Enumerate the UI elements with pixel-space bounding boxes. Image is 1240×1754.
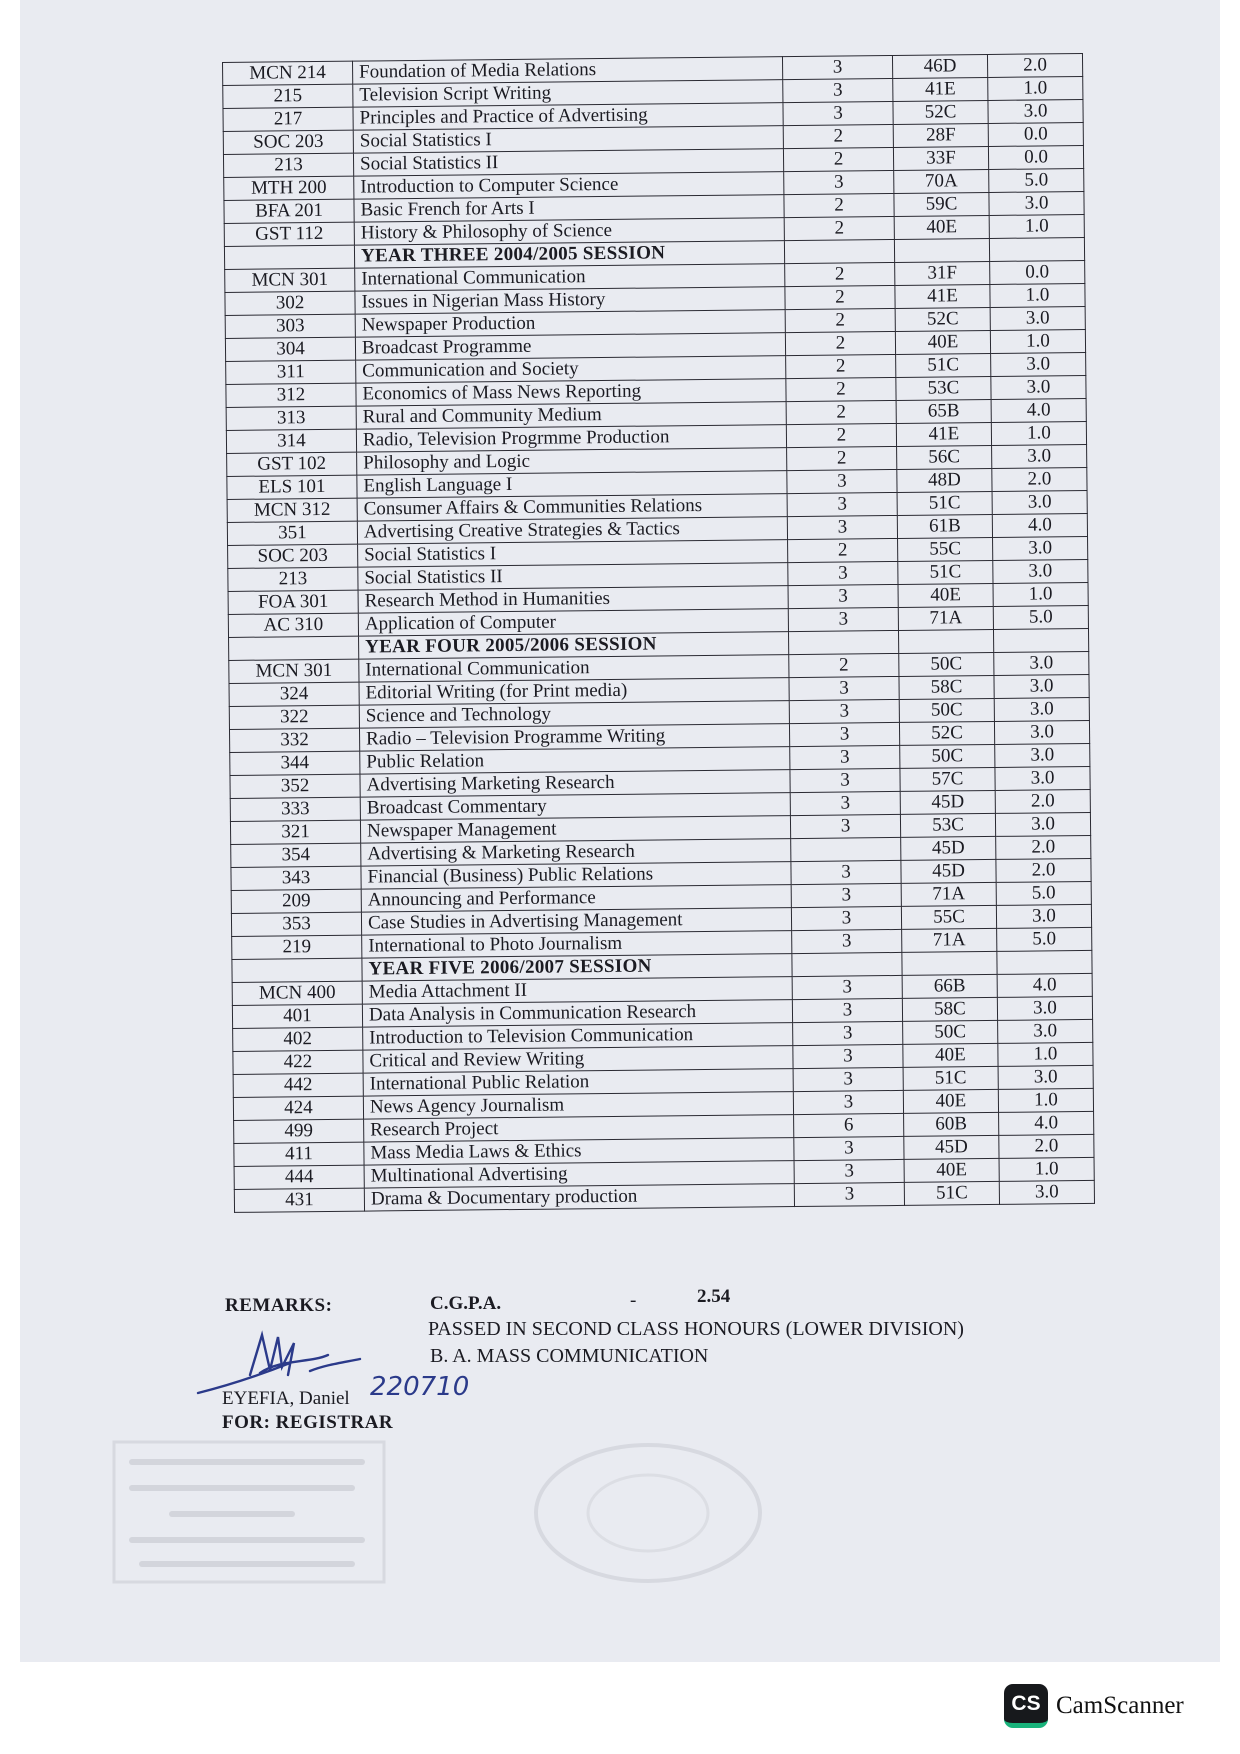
course-title: International Public Relation xyxy=(363,1069,793,1097)
credit-unit: 3 xyxy=(787,492,897,516)
credit-unit: 3 xyxy=(788,561,898,585)
course-code: 353 xyxy=(231,912,361,936)
course-code: BFA 201 xyxy=(224,199,354,223)
grade-point: 4.0 xyxy=(997,973,1092,997)
course-title: Critical and Review Writing xyxy=(363,1046,793,1074)
credit-unit: 3 xyxy=(783,78,893,102)
faded-stamp-left xyxy=(112,1440,392,1590)
faded-stamp-right xyxy=(528,1438,768,1588)
course-code xyxy=(229,636,359,660)
grade-point: 0.0 xyxy=(988,145,1083,169)
credit-unit: 3 xyxy=(793,1044,903,1068)
score-grade: 66B xyxy=(902,974,997,998)
score-grade: 45D xyxy=(901,836,996,860)
credit-unit: 3 xyxy=(794,1182,904,1206)
course-title: Data Analysis in Communication Research xyxy=(362,1000,792,1028)
credit-unit: 3 xyxy=(789,722,899,746)
course-title: Advertising Marketing Research xyxy=(360,770,790,798)
credit-unit: 2 xyxy=(784,193,894,217)
course-title: Television Script Writing xyxy=(353,80,783,108)
grade-point: 5.0 xyxy=(993,605,1088,629)
class-of-degree: PASSED IN SECOND CLASS HONOURS (LOWER DIVISION) xyxy=(428,1318,964,1340)
course-code xyxy=(224,245,354,269)
grade-point: 1.0 xyxy=(999,1157,1094,1181)
score-grade: 41E xyxy=(895,284,990,308)
course-code: 354 xyxy=(231,843,361,867)
credit-unit: 3 xyxy=(791,883,901,907)
grade-point: 2.0 xyxy=(992,467,1087,491)
credit-unit xyxy=(791,837,901,861)
credit-unit: 3 xyxy=(793,1067,903,1091)
credit-unit: 3 xyxy=(789,699,899,723)
credit-unit: 3 xyxy=(789,676,899,700)
score-grade: 58C xyxy=(899,675,994,699)
credit-unit: 3 xyxy=(790,814,900,838)
grade-point: 2.0 xyxy=(996,858,1091,882)
credit-unit: 6 xyxy=(794,1113,904,1137)
grade-point: 1.0 xyxy=(998,1088,1093,1112)
course-code: 213 xyxy=(228,567,358,591)
course-code: 217 xyxy=(223,107,353,131)
grade-point: 5.0 xyxy=(997,927,1092,951)
course-code: GST 102 xyxy=(227,452,357,476)
score-grade: 55C xyxy=(901,905,996,929)
grade-point xyxy=(993,628,1088,652)
course-title: Radio, Television Progrmme Production xyxy=(356,425,786,453)
grade-point xyxy=(997,950,1092,974)
course-title: Broadcast Programme xyxy=(355,333,785,361)
course-title: International Communication xyxy=(355,264,785,292)
course-code: MCN 312 xyxy=(227,498,357,522)
cgpa-dash: - xyxy=(630,1290,637,1311)
score-grade: 40E xyxy=(903,1043,998,1067)
course-code: 321 xyxy=(230,820,360,844)
score-grade: 61B xyxy=(897,514,992,538)
credit-unit: 3 xyxy=(788,584,898,608)
course-title: Research Project xyxy=(364,1115,794,1143)
score-grade: 40E xyxy=(894,215,989,239)
grade-point: 4.0 xyxy=(992,513,1087,537)
grade-point xyxy=(989,237,1084,261)
course-code: 209 xyxy=(231,889,361,913)
course-title: Social Statistics I xyxy=(353,126,783,154)
grade-point: 3.0 xyxy=(994,720,1089,744)
grade-point: 3.0 xyxy=(997,996,1092,1020)
score-grade: 53C xyxy=(896,376,991,400)
score-grade: 46D xyxy=(892,54,987,78)
credit-unit: 3 xyxy=(793,1090,903,1114)
score-grade: 65B xyxy=(896,399,991,423)
grade-point: 3.0 xyxy=(990,306,1085,330)
session-title: YEAR THREE 2004/2005 SESSION xyxy=(354,241,784,269)
course-title: Drama & Documentary production xyxy=(364,1184,794,1212)
score-grade: 52C xyxy=(899,721,994,745)
credit-unit: 3 xyxy=(784,170,894,194)
grade-point: 3.0 xyxy=(992,490,1087,514)
score-grade: 56C xyxy=(897,445,992,469)
grade-point: 3.0 xyxy=(996,904,1091,928)
course-title: Social Statistics II xyxy=(353,149,783,177)
course-code: 411 xyxy=(234,1142,364,1166)
grade-point: 3.0 xyxy=(999,1180,1094,1204)
course-title: Social Statistics I xyxy=(358,540,788,568)
score-grade: 40E xyxy=(903,1089,998,1113)
course-code: 431 xyxy=(234,1188,364,1212)
credit-unit xyxy=(792,952,902,976)
credit-unit: 2 xyxy=(787,446,897,470)
course-code: 219 xyxy=(232,935,362,959)
grade-point: 1.0 xyxy=(998,1042,1093,1066)
score-grade: 71A xyxy=(902,928,997,952)
course-code: 402 xyxy=(233,1027,363,1051)
score-grade: 45D xyxy=(900,790,995,814)
course-title: Media Attachment II xyxy=(362,977,792,1005)
camscanner-watermark: CamScanner xyxy=(1056,1692,1184,1719)
grade-point: 3.0 xyxy=(989,191,1084,215)
credit-unit: 3 xyxy=(792,998,902,1022)
course-code: 344 xyxy=(230,751,360,775)
course-title: Foundation of Media Relations xyxy=(352,57,782,85)
cgpa-label: C.G.P.A. xyxy=(430,1293,502,1314)
course-title: Principles and Practice of Advertising xyxy=(353,103,783,131)
course-title: Financial (Business) Public Relations xyxy=(361,862,791,890)
course-title: Broadcast Commentary xyxy=(360,793,790,821)
remarks-label: REMARKS: xyxy=(225,1295,333,1316)
course-title: Editorial Writing (for Print media) xyxy=(359,678,789,706)
grade-point: 2.0 xyxy=(999,1134,1094,1158)
course-code: 215 xyxy=(223,84,353,108)
course-title: Research Method in Humanities xyxy=(358,586,788,614)
credit-unit: 3 xyxy=(791,906,901,930)
course-title: Mass Media Laws & Ethics xyxy=(364,1138,794,1166)
score-grade: 50C xyxy=(900,744,995,768)
degree-title: B. A. MASS COMMUNICATION xyxy=(430,1345,709,1367)
grade-point: 3.0 xyxy=(988,99,1083,123)
course-title: Issues in Nigerian Mass History xyxy=(355,287,785,315)
score-grade: 50C xyxy=(903,1020,998,1044)
course-code: 303 xyxy=(225,314,355,338)
grade-point: 0.0 xyxy=(990,260,1085,284)
course-title: Consumer Affairs & Communities Relations xyxy=(357,494,787,522)
course-code: SOC 203 xyxy=(228,544,358,568)
grade-point: 1.0 xyxy=(991,421,1086,445)
credit-unit: 2 xyxy=(786,377,896,401)
course-title: Economics of Mass News Reporting xyxy=(356,379,786,407)
course-code: 499 xyxy=(234,1119,364,1143)
credit-unit: 3 xyxy=(793,1021,903,1045)
credit-unit: 3 xyxy=(790,745,900,769)
credit-unit: 3 xyxy=(787,515,897,539)
score-grade: 48D xyxy=(897,468,992,492)
credit-unit: 3 xyxy=(782,55,892,79)
grade-point: 1.0 xyxy=(988,76,1083,100)
signatory-name: EYEFIA, Daniel xyxy=(222,1388,350,1409)
course-code: ELS 101 xyxy=(227,475,357,499)
credit-unit: 2 xyxy=(783,147,893,171)
score-grade: 71A xyxy=(901,882,996,906)
grade-point: 4.0 xyxy=(999,1111,1094,1135)
credit-unit: 2 xyxy=(783,124,893,148)
course-title: Science and Technology xyxy=(359,701,789,729)
course-code: 442 xyxy=(233,1073,363,1097)
course-code: MTH 200 xyxy=(224,176,354,200)
course-code: SOC 203 xyxy=(223,130,353,154)
credit-unit xyxy=(784,239,894,263)
credit-unit: 2 xyxy=(786,423,896,447)
score-grade: 55C xyxy=(898,537,993,561)
score-grade: 51C xyxy=(896,353,991,377)
course-code: 444 xyxy=(234,1165,364,1189)
course-code: MCN 214 xyxy=(223,61,353,85)
course-title: Social Statistics II xyxy=(358,563,788,591)
score-grade: 33F xyxy=(893,146,988,170)
score-grade: 51C xyxy=(898,560,993,584)
course-code: MCN 400 xyxy=(232,981,362,1005)
credit-unit: 3 xyxy=(790,791,900,815)
score-grade: 50C xyxy=(899,652,994,676)
score-grade: 41E xyxy=(896,422,991,446)
grade-point: 3.0 xyxy=(995,766,1090,790)
score-grade: 58C xyxy=(902,997,997,1021)
credit-unit: 2 xyxy=(784,216,894,240)
course-title: News Agency Journalism xyxy=(363,1092,793,1120)
grade-point: 3.0 xyxy=(995,812,1090,836)
credit-unit: 3 xyxy=(792,975,902,999)
course-title: Advertising & Marketing Research xyxy=(361,839,791,867)
score-grade: 70A xyxy=(894,169,989,193)
grade-point: 3.0 xyxy=(998,1019,1093,1043)
score-grade: 53C xyxy=(900,813,995,837)
transcript-sheet xyxy=(222,53,1094,1213)
score-grade: 51C xyxy=(904,1181,999,1205)
course-code: GST 112 xyxy=(224,222,354,246)
credit-unit: 3 xyxy=(783,101,893,125)
credit-unit: 3 xyxy=(787,469,897,493)
course-title: Introduction to Computer Science xyxy=(354,172,784,200)
grade-point: 3.0 xyxy=(992,444,1087,468)
grade-point: 2.0 xyxy=(995,789,1090,813)
transcript-table xyxy=(222,53,1095,1213)
grade-point: 3.0 xyxy=(991,352,1086,376)
score-grade: 40E xyxy=(904,1158,999,1182)
course-title: Communication and Society xyxy=(356,356,786,384)
session-title: YEAR FOUR 2005/2006 SESSION xyxy=(359,632,789,660)
course-code: 343 xyxy=(231,866,361,890)
grade-point: 2.0 xyxy=(987,53,1082,77)
score-grade: 51C xyxy=(903,1066,998,1090)
score-grade: 60B xyxy=(904,1112,999,1136)
course-title: Application of Computer xyxy=(358,609,788,637)
credit-unit: 2 xyxy=(786,354,896,378)
grade-point: 3.0 xyxy=(998,1065,1093,1089)
grade-point: 3.0 xyxy=(994,651,1089,675)
course-title: International Communication xyxy=(359,655,789,683)
course-title: International to Photo Journalism xyxy=(362,931,792,959)
course-code: 313 xyxy=(226,406,356,430)
course-code: 332 xyxy=(229,728,359,752)
course-code: 424 xyxy=(233,1096,363,1120)
score-grade: 71A xyxy=(898,606,993,630)
score-grade: 45D xyxy=(904,1135,999,1159)
course-code: AC 310 xyxy=(228,613,358,637)
course-code: 333 xyxy=(230,797,360,821)
course-code: FOA 301 xyxy=(228,590,358,614)
grade-point: 3.0 xyxy=(994,697,1089,721)
course-title: Multinational Advertising xyxy=(364,1161,794,1189)
course-code: 324 xyxy=(229,682,359,706)
course-code: 213 xyxy=(223,153,353,177)
course-title: Newspaper Production xyxy=(355,310,785,338)
course-title: Radio – Television Programme Writing xyxy=(359,724,789,752)
grade-point: 1.0 xyxy=(990,329,1085,353)
credit-unit xyxy=(788,630,898,654)
grade-point: 5.0 xyxy=(989,168,1084,192)
course-title: Introduction to Television Communication xyxy=(363,1023,793,1051)
course-code: 311 xyxy=(226,360,356,384)
handwritten-number: 220710 xyxy=(370,1372,470,1402)
for-registrar: FOR: REGISTRAR xyxy=(222,1412,394,1433)
score-grade: 51C xyxy=(897,491,992,515)
score-grade: 40E xyxy=(895,330,990,354)
credit-unit: 3 xyxy=(794,1159,904,1183)
grade-point: 3.0 xyxy=(995,743,1090,767)
course-title: Philosophy and Logic xyxy=(357,448,787,476)
grade-point: 1.0 xyxy=(993,582,1088,606)
course-code: 352 xyxy=(230,774,360,798)
grade-point: 2.0 xyxy=(996,835,1091,859)
course-rows xyxy=(223,53,1095,1212)
credit-unit: 3 xyxy=(788,607,898,631)
credit-unit: 2 xyxy=(786,400,896,424)
course-code: 302 xyxy=(225,291,355,315)
score-grade: 50C xyxy=(899,698,994,722)
cgpa-value: 2.54 xyxy=(697,1286,731,1307)
credit-unit: 3 xyxy=(790,768,900,792)
grade-point: 1.0 xyxy=(990,283,1085,307)
credit-unit: 2 xyxy=(785,331,895,355)
course-code: 312 xyxy=(226,383,356,407)
score-grade: 57C xyxy=(900,767,995,791)
credit-unit: 2 xyxy=(788,538,898,562)
grade-point: 3.0 xyxy=(993,559,1088,583)
score-grade: 59C xyxy=(894,192,989,216)
course-code: MCN 301 xyxy=(229,659,359,683)
grade-point: 5.0 xyxy=(996,881,1091,905)
course-title: Basic French for Arts I xyxy=(354,195,784,223)
course-code: 401 xyxy=(232,1004,362,1028)
score-grade: 28F xyxy=(893,123,988,147)
credit-unit: 2 xyxy=(789,653,899,677)
course-title: Advertising Creative Strategies & Tactics xyxy=(357,517,787,545)
score-grade xyxy=(894,238,989,262)
course-code: 422 xyxy=(233,1050,363,1074)
credit-unit: 2 xyxy=(785,308,895,332)
grade-point: 1.0 xyxy=(989,214,1084,238)
grade-point: 4.0 xyxy=(991,398,1086,422)
course-code: 322 xyxy=(229,705,359,729)
course-title: Newspaper Management xyxy=(360,816,790,844)
credit-unit: 2 xyxy=(785,262,895,286)
course-title: Case Studies in Advertising Management xyxy=(361,908,791,936)
score-grade xyxy=(902,951,997,975)
grade-point: 3.0 xyxy=(991,375,1086,399)
course-code: 314 xyxy=(226,429,356,453)
credit-unit: 2 xyxy=(785,285,895,309)
session-title: YEAR FIVE 2006/2007 SESSION xyxy=(362,954,792,982)
grade-point: 3.0 xyxy=(993,536,1088,560)
score-grade xyxy=(898,629,993,653)
credit-unit: 3 xyxy=(794,1136,904,1160)
score-grade: 41E xyxy=(893,77,988,101)
course-code: 304 xyxy=(225,337,355,361)
score-grade: 40E xyxy=(898,583,993,607)
score-grade: 52C xyxy=(893,100,988,124)
credit-unit: 3 xyxy=(792,929,902,953)
grade-point: 3.0 xyxy=(994,674,1089,698)
course-code: 351 xyxy=(227,521,357,545)
score-grade: 31F xyxy=(895,261,990,285)
course-code xyxy=(232,958,362,982)
course-title: Public Relation xyxy=(360,747,790,775)
credit-unit: 3 xyxy=(791,860,901,884)
camscanner-logo-icon: CS xyxy=(1004,1684,1048,1728)
score-grade: 52C xyxy=(895,307,990,331)
course-code: MCN 301 xyxy=(225,268,355,292)
course-title: History & Philosophy of Science xyxy=(354,218,784,246)
course-title: Announcing and Performance xyxy=(361,885,791,913)
grade-point: 0.0 xyxy=(988,122,1083,146)
score-grade: 45D xyxy=(901,859,996,883)
course-title: Rural and Community Medium xyxy=(356,402,786,430)
course-title: English Language I xyxy=(357,471,787,499)
